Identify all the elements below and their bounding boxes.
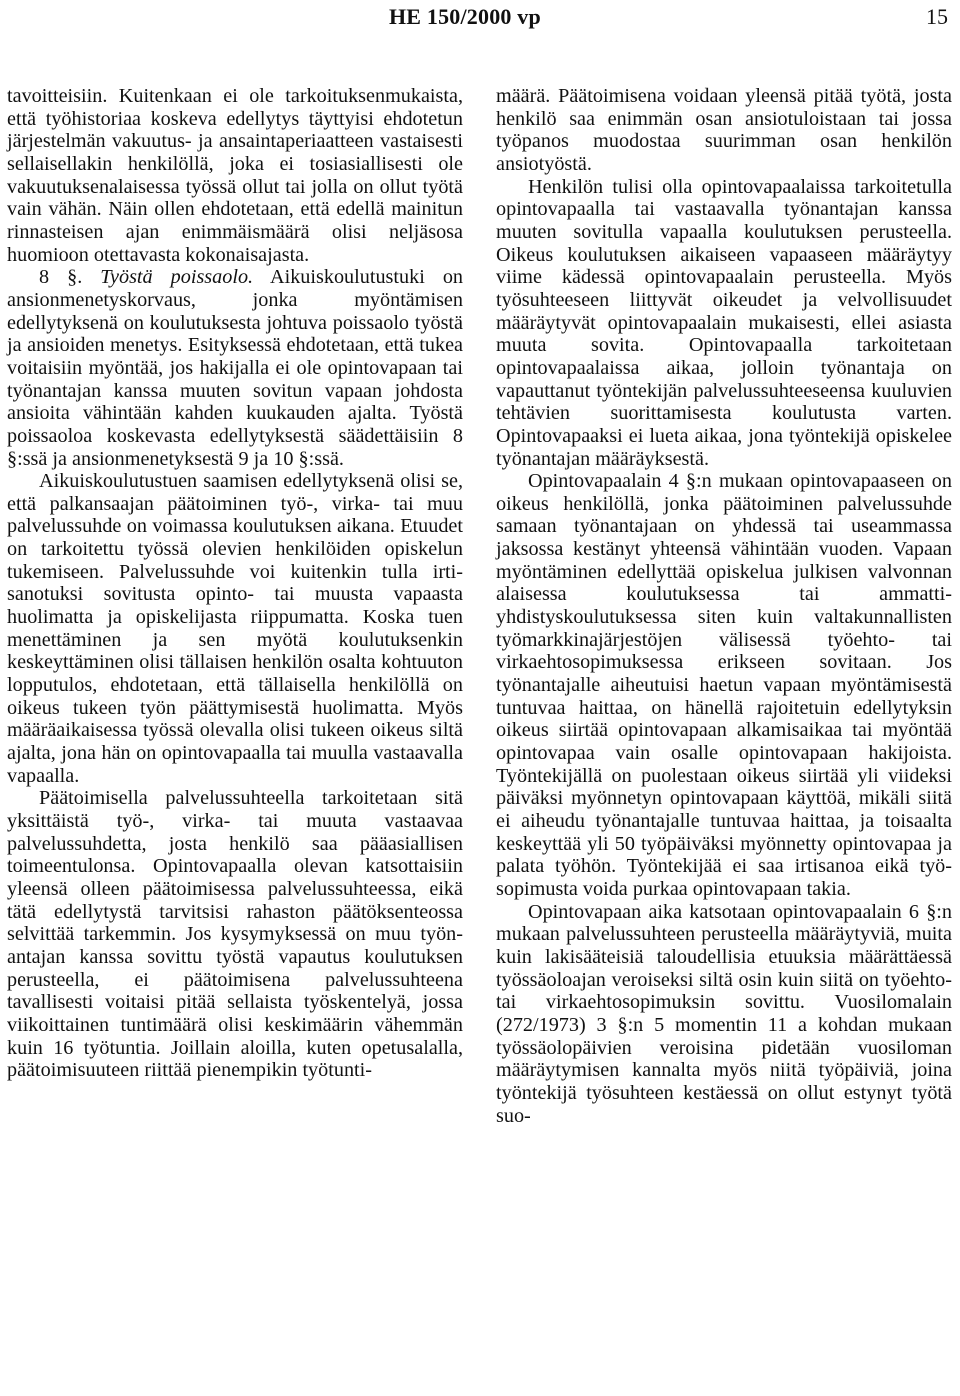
paragraph-3: Opintovapaalain 4 §:n mukaan opintovapaaseen on oikeus henkilöllä, jonka päätoiminen palvelussuhde samaan työnantajaan on yhdessä tai useammassa jaksossa kestänyt yhteensä vähintään vuoden. Vapaan myöntäminen edellyttää opiskelua julkisen valvonnan alaisessa koulutuksessa tai ammattiyhdistyskoulutuksessa siten kuin valtakunnallisten työmarkkinajärjestöjen välisessä työehto- tai virkaehtosopimuksessa erikseen sovitaan. Jos työnantajalle aiheutuisi haetun vapaan myöntämisestä tuntuvaa haittaa, on hänellä rajoitetuin edellytyksin oikeus siirtää opintovapaan alkamisaikaa tai myöntää opintovapaa vain osalle opintovapaan hakijoista. Työntekijällä on puolestaan oikeus siirtää yli viideksi päiväksi myönnetyn opintovapaan käyttöä, mikäli siitä ei aiheudu työnantajalle tuntuvaa haittaa, ja toisaalta keskeyttää yli 50 työpäiväksi myönnetty opintovapaa ja palata työhön. Työntekijää ei saa irtisanoa eikä työsopimusta voida purkaa opintovapaan takia. xyxy=(496,470,952,900)
paragraph-3: Aikuiskoulutustuen saamisen edellytyksenä olisi se, että palkansaajan päätoiminen työ-, virka- tai muu palvelussuhde on voimassa koulutuksen aikana. Etuudet on tarkoitettu työssä olevien henkilöiden opiskelun tukemiseen. Palvelussuhde voi kuitenkin tulla irtisanotuksi sovitusta opinto- tai muusta vapaasta huolimatta ja opiskelijasta riippumatta. Koska tuen menettäminen ja sen myötä koulutuksenkin keskeyttäminen olisi tällaisen henkilön osalta kohtuuton lopputulos, ehdotetaan, että tällaisella henkilöllä on oikeus tukeen työn päättymisestä huolimatta. Myös määräaikaisessa työssä olevalla olisi tukeen oikeus siltä ajalta, jona hän on opintovapaalla tai muulla vastaavalla vapaalla. xyxy=(7,470,463,787)
page-header xyxy=(0,0,960,40)
section-8-title: Työstä poissaolo. xyxy=(100,266,254,289)
paragraph-1: määrä. Päätoimisena voidaan yleensä pitää työtä, josta henkilö saa enimmän osan ansiotuloistaan tai jossa työpanos muodostaa suurimman osan henkilön ansiotyöstä. xyxy=(496,85,952,175)
section-8-text: Aikuiskoulutustuki on ansionmenetyskorvaus, jonka myöntämisen edellytyksenä on koulutuksesta johtuva poissaolo työstä ja ansioiden menetys. Esityksessä ehdotetaan, että tukea voitaisiin myöntää, jos hakijalla ei ole opintovapaan tai työnantajan kanssa muuten sovitun vapaan johdosta ansioita vähintään kahden kuukauden ajalta. Työstä poissaoloa koskevasta edellytyksestä säädettäisiin 8 §:ssä ja ansionmenetyksestä 9 ja 10 §:ssä. xyxy=(7,266,464,470)
document-id: HE 150/2000 vp xyxy=(389,4,541,29)
paragraph-4: Opintovapaan aika katsotaan opintovapaalain 6 §:n mukaan palvelussuhteen perusteella määräytyviä, muita kuin lakisääteisiä taloudellisia etuuksia määrättäessä työssäoloajan veroiseksi siltä osin kuin siitä on työehto- tai virkaehtosopimuksin sovittu. Vuosilomalain (272/1973) 3 §:n 5 momentin 11 a kohdan mukaan työssäolopäivien veroisina pidetään vuosiloman määräytymisen kannalta myös niitä työpäiviä, joina työntekijä työsuhteen kestäessä on ollut estynyt työtä suo- xyxy=(496,900,952,1127)
right-column xyxy=(496,85,952,1127)
left-column xyxy=(7,85,463,1082)
paragraph-2: Henkilön tulisi olla opintovapaalaissa tarkoitetulla opintovapaalla tai vastaavalla työnantajan kanssa muuten sovitulla vapaalla koulutuksen perusteella. Oikeus koulutuksen aikaiseen vapaaseen määräytyy viime kädessä opintovapaalain perusteella. Myös työsuhteeseen liittyvät oikeudet ja velvollisuudet määräytyvät opintovapaalain mukaisesti, ellei asiasta muuta sovita. Opintovapaalla tarkoitetaan opintovapaalaissa aikaa, jolloin työnantaja on vapauttanut työntekijän palvelussuhteeseensa kuuluvien tehtävien suorittamisesta koulutusta varten. Opintovapaaksi ei lueta aikaa, jona työntekijä opiskelee työnantajan määräyksestä. xyxy=(496,175,952,470)
page-number: 15 xyxy=(926,4,948,29)
section-8-paragraph xyxy=(7,266,463,470)
paragraph-1: tavoitteisiin. Kuitenkaan ei ole tarkoituksenmukaista, että työhistoriaa koskeva edellytys täyttyisi ehdotetun järjestelmän vakuutus- ja ansaintaperiaatteen vastaisesti sellaisellakin henkilöllä, joka ei tosiasiallisesti ole vakuutuksenalaisessa työssä ollut tai jolla on ollut työtä vain vähän. Näin ollen ehdotetaan, että edellä mainitun rinnasteisen ajan enimmäismäärä olisi neljäsosa huomioon otettavasta kokonaisajasta. xyxy=(7,85,463,266)
paragraph-4: Päätoimisella palvelussuhteella tarkoitetaan sitä yksittäistä työ-, virka- tai muuta vastaavaa palvelussuhdetta, josta henkilö saa pääasiallisen toimeentulonsa. Opintovapaalla olevan katsottaisiin yleensä olleen päätoimisessa palvelussuhteessa, eikä tätä edellytystä tarvitsisi rahaston päätöksenteossa selvittää tarkemmin. Jos kysymyksessä on muu työnantajan kanssa sovittu työstä vapautus koulutuksen perusteella, ei päätoimisena palvelussuhteena tavallisesti voitaisi pitää sellaista työskentelyä, jossa viikoittainen tuntimäärä olisi keskimäärin vähemmän kuin 16 työtuntia. Joillain aloilla, kuten opetusalalla, päätoimisuuteen riittää pienempikin työtunti- xyxy=(7,787,463,1082)
section-8-number: 8 §. xyxy=(39,266,83,289)
